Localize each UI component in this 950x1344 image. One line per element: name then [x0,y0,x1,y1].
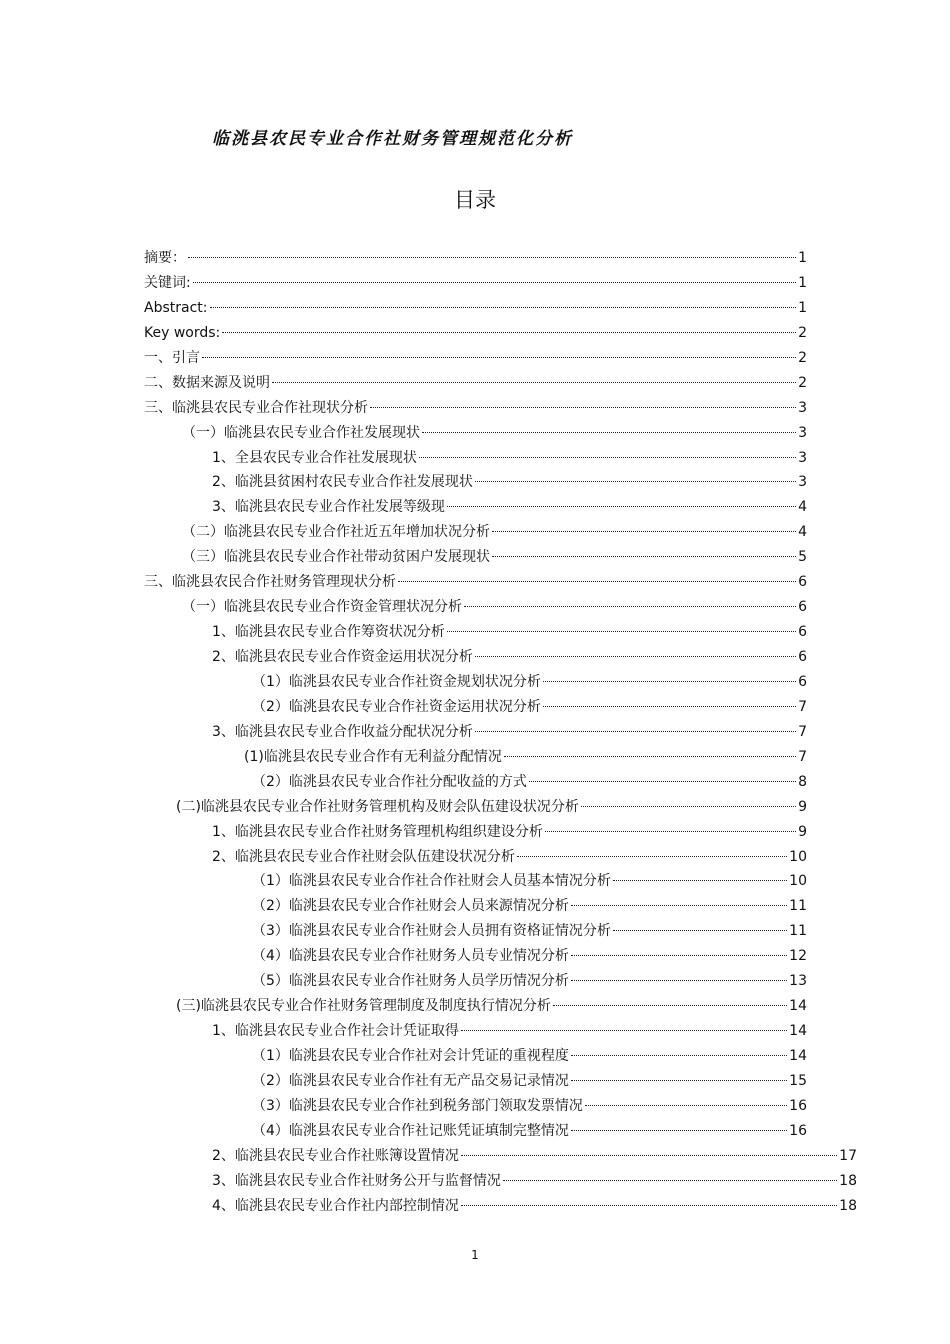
toc-entry-label: 3、临洮县农民专业合作社发展等级现 [212,499,445,516]
toc-entry-label: （2）临洮县农民专业合作社有无产品交易记录情况 [252,1072,569,1089]
toc-entry[interactable] [144,845,807,870]
toc-entry-label: （3）临洮县农民专业合作社到税务部门领取发票情况 [252,1097,583,1114]
toc-entry-label: （5）临洮县农民专业合作社财务人员学历情况分析 [252,973,569,990]
toc-dot-leader [571,980,787,981]
toc-dot-leader [188,257,796,258]
toc-entry-page-number: 5 [798,549,807,566]
toc-dot-leader [543,706,796,707]
toc-entry[interactable] [144,495,807,520]
toc-entry-page-number: 18 [839,1197,857,1214]
toc-entry-label: （4）临洮县农民专业合作社记账凭证填制完整情况 [252,1122,569,1139]
toc-entry-page-number: 8 [798,773,807,790]
toc-dot-leader [503,1180,837,1181]
toc-entry-label: （2）临洮县农民专业合作社财会人员来源情况分析 [252,898,569,915]
toc-entry[interactable] [144,470,807,495]
toc-entry-page-number: 11 [789,898,807,915]
toc-dot-leader [461,1155,837,1156]
toc-dot-leader [464,606,796,607]
toc-entry-page-number: 4 [798,499,807,516]
toc-entry[interactable] [144,520,807,545]
toc-entry[interactable] [144,795,807,820]
toc-entry[interactable] [144,595,807,620]
toc-entry-page-number: 6 [798,673,807,690]
toc-entry[interactable] [144,620,807,645]
toc-entry-page-number: 3 [798,399,807,416]
toc-entry-label: 3、临洮县农民专业合作社财务公开与监督情况 [212,1172,501,1189]
toc-dot-leader [370,407,796,408]
toc-entry-label: 2、临洮县农民专业合作资金运用状况分析 [212,649,473,665]
toc-dot-leader [543,681,796,682]
toc-entry-label: （1）临洮县农民专业合作社对会计凭证的重视程度 [252,1048,569,1064]
toc-entry-label: (二)临洮县农民专业合作社财务管理机构及财会队伍建设状况分析 [176,798,579,815]
toc-entry-label: 2、临洮县贫困村农民专业合作社发展现状 [212,474,473,491]
toc-entry-page-number: 16 [789,1097,807,1114]
toc-entry-page-number: 11 [789,923,807,940]
toc-dot-leader [447,506,796,507]
toc-entry-label: （2）临洮县农民专业合作社资金运用状况分析 [252,698,541,715]
toc-entry-label: 3、临洮县农民专业合作收益分配状况分析 [212,723,473,740]
toc-entry-label: 4、临洮县农民专业合作社内部控制情况 [212,1197,459,1214]
toc-entry-page-number: 6 [798,624,807,641]
toc-dot-leader [553,1005,787,1006]
toc-entry[interactable] [144,1169,857,1194]
toc-entry[interactable] [144,894,807,919]
toc-entry[interactable] [144,321,807,346]
toc-entry[interactable] [144,1069,807,1094]
toc-entry-page-number: 1 [798,250,807,266]
toc-entry[interactable] [144,969,807,994]
toc-entry-page-number: 6 [798,599,807,616]
toc-entry-label: （1）临洮县农民专业合作社资金规划状况分析 [252,673,541,690]
toc-entry-label: 二、数据来源及说明 [144,374,270,391]
toc-entry-page-number: 10 [789,873,807,890]
toc-entry-label: （三）临洮县农民专业合作社带动贫困户发展现状 [182,549,490,566]
toc-dot-leader [571,1055,787,1056]
toc-entry-label: （3）临洮县农民专业合作社财会人员拥有资格证情况分析 [252,923,611,940]
toc-entry-label: 1、全县农民专业合作社发展现状 [212,449,417,466]
toc-entry-label: Abstract: [144,299,208,316]
toc-entry[interactable] [144,919,807,944]
toc-dot-leader [517,856,787,857]
toc-entry-page-number: 9 [798,798,807,815]
toc-dot-leader [545,831,796,832]
toc-entry[interactable] [144,446,807,471]
toc-dot-leader [571,1080,787,1081]
toc-entry-page-number: 3 [798,449,807,466]
toc-entry-label: 三、临洮县农民专业合作社现状分析 [144,399,368,416]
toc-heading: 目录 [454,188,496,212]
toc-entry[interactable] [144,820,807,845]
toc-dot-leader [461,1030,787,1031]
toc-entry[interactable] [144,944,807,969]
toc-dot-leader [398,581,796,582]
toc-entry-page-number: 10 [789,848,807,865]
toc-entry-page-number: 2 [798,324,807,341]
toc-dot-leader [613,880,787,881]
toc-entry-label: （一）临洮县农民专业合作社发展现状 [182,424,420,441]
toc-entry-label: (三)临洮县农民专业合作社财务管理制度及制度执行情况分析 [176,998,551,1015]
toc-dot-leader [581,806,796,807]
toc-entry-label: （二）临洮县农民专业合作社近五年增加状况分析 [182,524,490,541]
toc-entry-label: 关键词: [144,274,191,291]
toc-entry-page-number: 17 [839,1147,857,1164]
toc-entry-page-number: 6 [798,649,807,665]
toc-entry-label: Key words: [144,324,221,341]
toc-dot-leader [585,1105,787,1106]
toc-entry-label: 一、引言 [144,349,200,366]
toc-dot-leader [613,930,787,931]
toc-entry[interactable] [144,396,807,421]
toc-entry-label: （2）临洮县农民专业合作社分配收益的方式 [252,773,527,790]
toc-dot-leader [475,731,796,732]
toc-dot-leader [447,631,796,632]
toc-entry[interactable] [144,371,807,396]
toc-entry-label: （1）临洮县农民专业合作社合作社财会人员基本情况分析 [252,873,611,890]
toc-entry[interactable] [144,1094,807,1119]
toc-entry[interactable] [144,1119,807,1144]
toc-entry[interactable] [144,346,807,371]
toc-dot-leader [504,756,796,757]
toc-entry-page-number: 4 [798,524,807,541]
toc-entry-label: 1、临洮县农民专业合作社财务管理机构组织建设分析 [212,823,543,840]
toc-entry-page-number: 14 [789,1023,807,1040]
toc-dot-leader [202,357,796,358]
toc-dot-leader [529,781,796,782]
toc-entry-label: 1、临洮县农民专业合作社会计凭证取得 [212,1023,459,1040]
toc-entry[interactable] [144,645,807,670]
toc-entry-page-number: 7 [798,723,807,740]
toc-dot-leader [492,556,796,557]
toc-entry[interactable] [144,770,807,795]
toc-entry-page-number: 2 [798,374,807,391]
toc-dot-leader [461,1205,837,1206]
toc-entry[interactable] [144,1019,807,1044]
toc-dot-leader [475,656,796,657]
toc-entry-page-number: 15 [789,1072,807,1089]
toc-entry[interactable] [144,1044,807,1069]
toc-entry[interactable] [144,670,807,695]
toc-dot-leader [492,531,796,532]
table-of-contents [144,246,857,1219]
toc-entry-label: 2、临洮县农民专业合作社财会队伍建设状况分析 [212,848,515,865]
toc-entry-page-number: 7 [798,698,807,715]
toc-entry[interactable] [144,994,807,1019]
toc-entry[interactable] [144,869,807,894]
toc-entry[interactable] [144,695,807,720]
toc-dot-leader [571,905,787,906]
toc-entry[interactable] [144,570,807,595]
toc-dot-leader [419,457,796,458]
toc-entry-page-number: 18 [839,1172,857,1189]
page-number: 1 [471,1248,479,1262]
toc-dot-leader [193,282,796,283]
toc-entry-page-number: 3 [798,474,807,491]
toc-entry-label: 2、临洮县农民专业合作社账簿设置情况 [212,1147,459,1164]
toc-entry-page-number: 2 [798,349,807,366]
toc-dot-leader [571,1130,787,1131]
toc-entry-page-number: 14 [789,998,807,1015]
toc-entry-page-number: 9 [798,823,807,840]
toc-dot-leader [210,307,797,308]
toc-entry-page-number: 12 [789,948,807,965]
toc-entry[interactable] [144,545,807,570]
toc-entry-label: 三、临洮县农民合作社财务管理现状分析 [144,574,396,591]
toc-dot-leader [222,332,796,333]
toc-entry[interactable] [144,296,807,321]
toc-entry-label: （4）临洮县农民专业合作社财务人员专业情况分析 [252,948,569,965]
toc-entry[interactable] [144,271,807,296]
toc-entry-page-number: 1 [798,299,807,316]
toc-entry[interactable] [144,745,807,770]
toc-entry[interactable] [144,246,807,271]
toc-entry-page-number: 1 [798,274,807,291]
toc-entry-label: 1、临洮县农民专业合作筹资状况分析 [212,624,445,641]
toc-dot-leader [422,432,796,433]
toc-entry-page-number: 16 [789,1122,807,1139]
toc-entry[interactable] [144,1144,857,1169]
toc-entry[interactable] [144,421,807,446]
toc-entry-page-number: 3 [798,424,807,441]
toc-entry[interactable] [144,1194,857,1219]
toc-entry-page-number: 14 [789,1048,807,1064]
toc-entry-page-number: 13 [789,973,807,990]
toc-entry-page-number: 7 [798,748,807,765]
toc-entry-label: (1)临洮县农民专业合作有无利益分配情况 [244,748,502,765]
toc-entry-label: （一）临洮县农民专业合作资金管理状况分析 [182,599,462,616]
toc-entry-page-number: 6 [798,574,807,591]
toc-entry[interactable] [144,720,807,745]
document-title: 临洮县农民专业合作社财务管理规范化分析 [212,129,573,149]
toc-dot-leader [272,382,796,383]
toc-entry-label: 摘要： [144,250,186,266]
toc-dot-leader [571,955,787,956]
toc-dot-leader [475,481,796,482]
